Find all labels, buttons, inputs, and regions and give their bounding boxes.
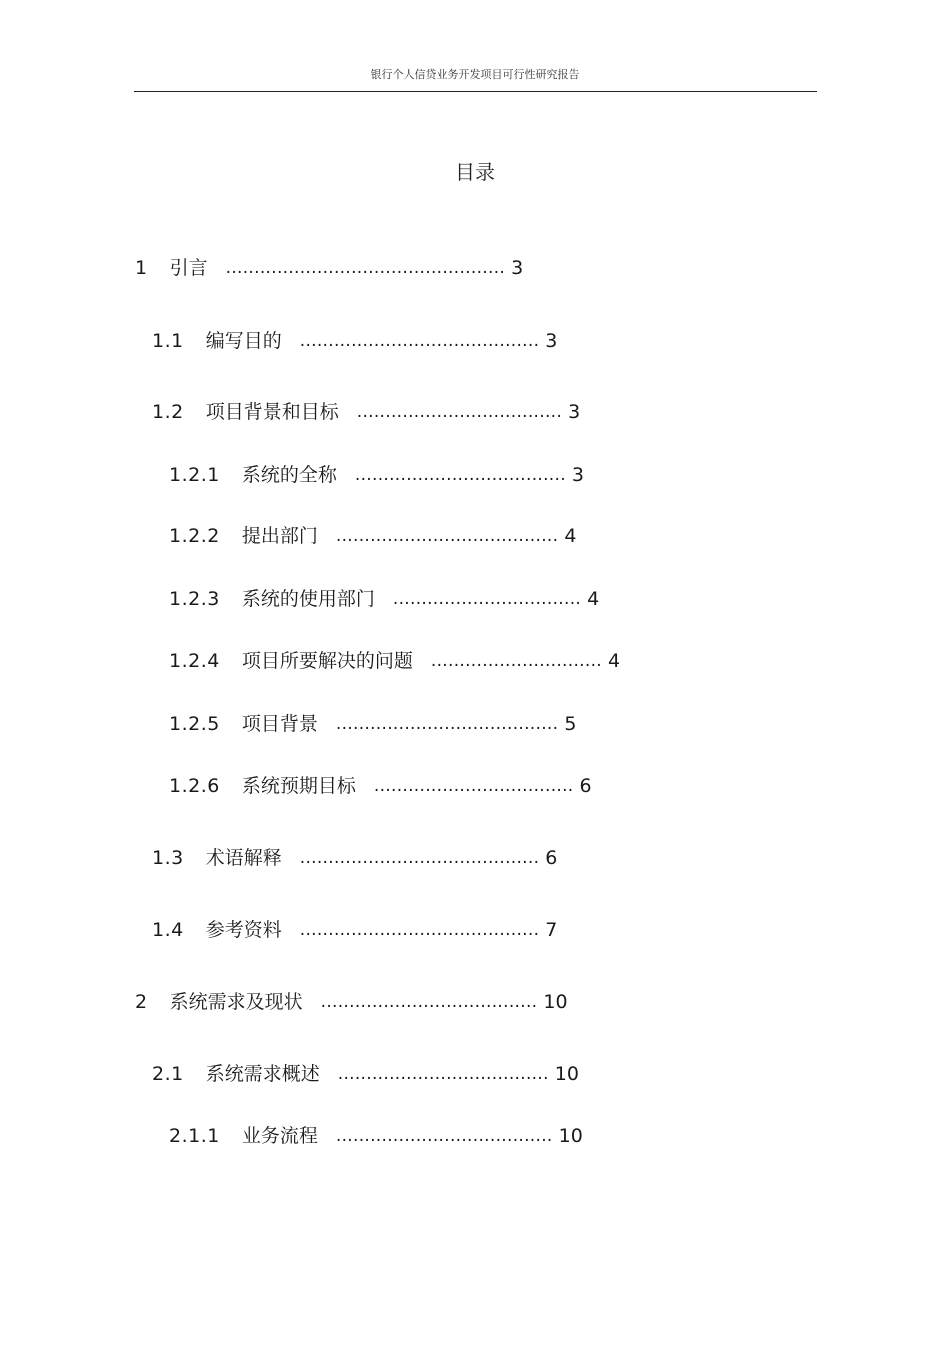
- toc-entry-title: 引言: [169, 257, 208, 279]
- toc-entry[interactable]: [135, 255, 523, 281]
- toc-entry[interactable]: [169, 773, 592, 799]
- toc-entry-page: 3: [545, 330, 558, 352]
- toc-entry-page: 4: [564, 525, 577, 547]
- toc-entry[interactable]: [169, 648, 620, 674]
- toc-entry[interactable]: [135, 989, 568, 1015]
- toc-entry-title: 系统的全称: [241, 464, 337, 486]
- toc-entry-title: 编写目的: [205, 330, 282, 352]
- toc-entry-title: 系统需求概述: [205, 1063, 320, 1085]
- toc-entry-title: 项目背景和目标: [205, 401, 339, 423]
- toc-entry-title: 业务流程: [241, 1125, 318, 1147]
- toc-entry-page: 5: [564, 713, 577, 735]
- header-divider: [134, 91, 817, 92]
- toc-entry-page: 3: [568, 401, 581, 423]
- toc-entry-page: 4: [587, 588, 600, 610]
- toc-leader-dots: .....................................: [337, 1064, 549, 1084]
- toc-entry[interactable]: [152, 917, 557, 943]
- toc-leader-dots: ......................................: [335, 1126, 553, 1146]
- toc-leader-dots: .................................................: [225, 258, 506, 278]
- toc-entry-page: 6: [545, 847, 558, 869]
- toc-entry-number: 1.2: [152, 401, 184, 423]
- toc-entry-number: 1.3: [152, 847, 184, 869]
- toc-entry[interactable]: [169, 462, 584, 488]
- toc-leader-dots: ..........................................: [299, 848, 540, 868]
- toc-entry-title: 项目背景: [241, 713, 318, 735]
- toc-entry[interactable]: [169, 586, 599, 612]
- toc-leader-dots: ....................................: [356, 402, 563, 422]
- toc-entry-title: 系统预期目标: [241, 775, 356, 797]
- toc-entry-number: 1.2.1: [169, 464, 220, 486]
- toc-entry-number: 1.2.6: [169, 775, 220, 797]
- toc-entry-page: 10: [554, 1063, 579, 1085]
- toc-entry-number: 2: [135, 991, 148, 1013]
- toc-entry-number: 1: [135, 257, 148, 279]
- toc-leader-dots: .......................................: [335, 714, 559, 734]
- toc-entry-title: 系统需求及现状: [169, 991, 303, 1013]
- toc-entry-title: 系统的使用部门: [241, 588, 375, 610]
- toc-entry-number: 2.1.1: [169, 1125, 220, 1147]
- toc-entry[interactable]: [169, 523, 576, 549]
- toc-entry[interactable]: [169, 711, 576, 737]
- toc-leader-dots: .......................................: [335, 526, 559, 546]
- toc-entry[interactable]: [152, 399, 580, 425]
- toc-entry-page: 3: [571, 464, 585, 486]
- toc-leader-dots: .................................: [392, 589, 582, 609]
- toc-entry-title: 项目所要解决的问题: [241, 650, 413, 672]
- toc-entry-title: 提出部门: [241, 525, 318, 547]
- toc-entry-page: 4: [608, 650, 621, 672]
- toc-entry-page: 7: [545, 919, 558, 941]
- toc-entry[interactable]: [152, 328, 557, 354]
- toc-entry-page: 10: [543, 991, 568, 1013]
- toc-entry-number: 1.4: [152, 919, 184, 941]
- toc-entry[interactable]: [169, 1123, 583, 1149]
- toc-entry-number: 1.2.3: [169, 588, 220, 610]
- toc-entry[interactable]: [152, 845, 557, 871]
- toc-entry-page: 6: [579, 775, 592, 797]
- toc-entry[interactable]: [152, 1061, 579, 1087]
- toc-entry-page: 10: [558, 1125, 583, 1147]
- toc-entry-number: 1.1: [152, 330, 184, 352]
- toc-entry-title: 术语解释: [205, 847, 282, 869]
- toc-leader-dots: ..........................................: [299, 920, 540, 940]
- toc-entry-number: 1.2.4: [169, 650, 220, 672]
- toc-entry-number: 1.2.5: [169, 713, 220, 735]
- toc-leader-dots: ...................................: [373, 776, 574, 796]
- toc-leader-dots: ..........................................: [299, 331, 540, 351]
- toc-entry-number: 2.1: [152, 1063, 184, 1085]
- toc-leader-dots: ......................................: [320, 992, 538, 1012]
- toc-leader-dots: ..............................: [430, 651, 602, 671]
- toc-leader-dots: .....................................: [354, 465, 566, 485]
- toc-entry-page: 3: [511, 257, 524, 279]
- toc-title: 目录: [455, 160, 495, 184]
- running-header: 银行个人信贷业务开发项目可行性研究报告: [370, 68, 580, 81]
- toc-entry-title: 参考资料: [205, 919, 282, 941]
- toc-entry-number: 1.2.2: [169, 525, 220, 547]
